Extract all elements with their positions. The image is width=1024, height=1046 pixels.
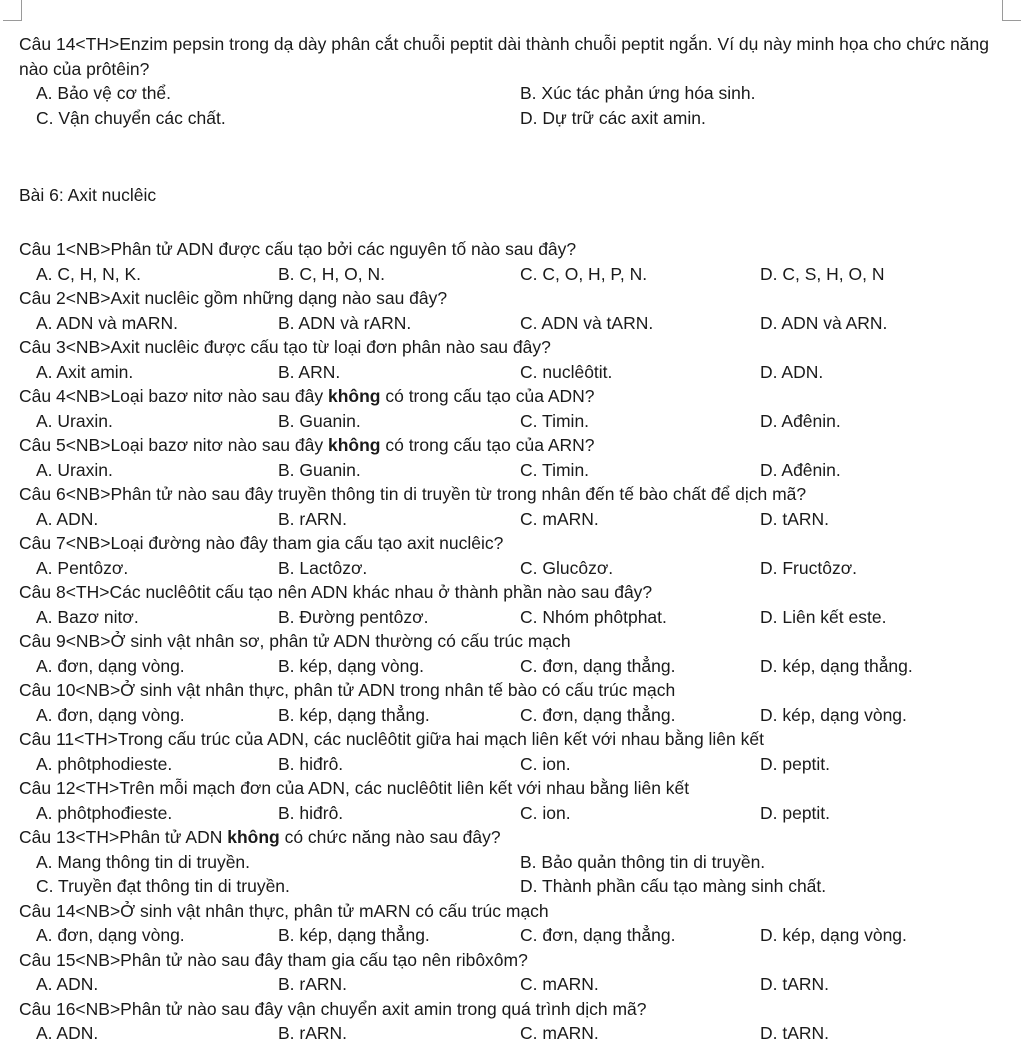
option-d: D. Fructôzơ.	[760, 557, 858, 578]
option-b: B. hiđrô.	[278, 753, 344, 774]
option-c: C. đơn, dạng thẳng.	[520, 704, 676, 725]
question-text: Câu 15<NB>Phân tử nào sau đây tham gia cấu tạo nên ribôxôm?	[19, 949, 528, 970]
question-block	[19, 286, 1009, 335]
question-text: Câu 12<TH>Trên mỗi mạch đơn của ADN, các nuclêôtit liên kết với nhau bằng liên kết	[19, 778, 690, 798]
option-c: C. Truyền đạt thông tin di truyền.	[36, 876, 290, 896]
option-d: D. peptit.	[760, 802, 831, 823]
answer-options	[19, 703, 1009, 728]
option-d: D. tARN.	[760, 974, 830, 994]
option-b: B. C, H, O, N.	[278, 263, 385, 284]
question-text: Câu 5<NB>Loại bazơ nitơ nào sau đây	[19, 435, 328, 455]
answer-options	[19, 507, 1009, 532]
option-a: A. Axit amin.	[36, 361, 134, 382]
answer-options	[19, 654, 1009, 679]
emphasis-word: không	[327, 435, 381, 455]
question-block	[19, 899, 1009, 948]
option-a: A. ADN.	[36, 974, 99, 994]
emphasis-word: không	[327, 386, 381, 406]
option-a: A. Uraxin.	[36, 410, 113, 431]
option-a: A. ADN.	[36, 1023, 99, 1043]
option-a: A. Bazơ nitơ.	[36, 606, 139, 627]
answer-options	[19, 605, 1009, 630]
answer-options	[19, 801, 1009, 826]
option-c: C. nuclêôtit.	[520, 361, 613, 382]
option-a: A. phôtphodieste.	[36, 753, 173, 774]
question-stem: Câu 14<TH>Enzim pepsin trong dạ dày phân cắt chuỗi peptit dài thành chuỗi peptit ngắn. Ví dụ này minh họa cho chức năng nào của prôtêin?	[19, 34, 990, 79]
question-text: Câu 4<NB>Loại bazơ nitơ nào sau đây	[19, 386, 328, 406]
option-c: C. ion.	[520, 753, 571, 774]
option-a: A. Mang thông tin di truyền.	[36, 851, 251, 872]
option-d: D. kép, dạng vòng.	[760, 704, 907, 725]
question-text: Câu 9<NB>Ở sinh vật nhân sơ, phân tử ADN thường có cấu trúc mạch	[19, 631, 571, 651]
question-text-tail: có trong cấu tạo của ARN?	[380, 435, 595, 455]
question-stem	[19, 237, 1009, 262]
question-block	[19, 776, 1009, 825]
question-stem	[19, 531, 1009, 556]
question-stem	[19, 286, 1009, 311]
question-14-top	[19, 32, 1009, 130]
emphasis-word: không	[227, 827, 280, 847]
option-b: B. rARN.	[278, 1023, 348, 1043]
question-text: Câu 10<NB>Ở sinh vật nhân thực, phân tử ADN trong nhân tế bào có cấu trúc mạch	[19, 680, 676, 700]
question-block	[19, 825, 1009, 899]
question-stem	[19, 335, 1009, 360]
answer-options	[19, 458, 1009, 483]
option-b: B. ADN và rARN.	[278, 312, 412, 333]
option-c: C. C, O, H, P, N.	[520, 263, 648, 284]
option-d: D. ADN.	[760, 361, 824, 382]
section-title: Bài 6: Axit nuclêic	[19, 185, 157, 205]
question-stem	[19, 678, 1009, 703]
answer-options	[19, 409, 1009, 434]
question-block	[19, 629, 1009, 678]
question-block	[19, 531, 1009, 580]
question-block	[19, 482, 1009, 531]
option-a: A. ADN và mARN.	[36, 312, 178, 333]
option-b: B. kép, dạng vòng.	[278, 655, 424, 676]
option-a: A. ADN.	[36, 508, 99, 529]
answer-options	[19, 972, 1009, 997]
option-b: B. rARN.	[278, 508, 348, 529]
question-stem	[19, 825, 1009, 850]
option-d: D. Liên kết este.	[760, 606, 887, 627]
option-c: C. mARN.	[520, 508, 599, 529]
question-text-tail: có trong cấu tạo của ADN?	[380, 386, 595, 406]
question-block	[19, 997, 1009, 1046]
option-b: B. Xúc tác phản ứng hóa sinh.	[520, 83, 756, 103]
option-c: C. Nhóm phôtphat.	[520, 606, 667, 627]
question-stem	[19, 776, 1009, 801]
question-stem	[19, 727, 1009, 752]
option-d: D. Ađênin.	[760, 410, 841, 431]
option-a: A. đơn, dạng vòng.	[36, 655, 185, 676]
question-text: Câu 11<TH>Trong cấu trúc của ADN, các nuclêôtit giữa hai mạch liên kết với nhau bằng liên kết	[19, 729, 764, 749]
option-c: C. Timin.	[520, 459, 590, 480]
option-b: B. Bảo quản thông tin di truyền.	[520, 851, 766, 872]
option-d: D. Dự trữ các axit amin.	[520, 107, 706, 128]
answer-options	[19, 311, 1009, 336]
question-stem	[19, 948, 1009, 973]
option-c: C. Timin.	[520, 410, 590, 431]
option-a: A. đơn, dạng vòng.	[36, 925, 185, 945]
option-b: B. Guanin.	[278, 410, 361, 431]
question-text: Câu 16<NB>Phân tử nào sau đây vận chuyển axit amin trong quá trình dịch mã?	[19, 998, 647, 1019]
option-a: A. Pentôzơ.	[36, 557, 129, 578]
question-text: Câu 8<TH>Các nuclêôtit cấu tạo nên ADN khác nhau ở thành phần nào sau đây?	[19, 582, 653, 602]
question-block	[19, 678, 1009, 727]
option-d: D. peptit.	[760, 753, 831, 774]
option-c: C. đơn, dạng thẳng.	[520, 925, 676, 945]
option-b: B. kép, dạng thẳng.	[278, 704, 430, 725]
question-text: Câu 13<TH>Phân tử ADN	[19, 827, 228, 847]
option-d: D. Ađênin.	[760, 459, 841, 480]
question-stem	[19, 482, 1009, 507]
option-c: C. Vận chuyển các chất.	[36, 107, 226, 128]
option-b: B. Guanin.	[278, 459, 361, 480]
question-block	[19, 384, 1009, 433]
question-list	[19, 237, 1009, 1046]
option-b: B. Lactôzơ.	[278, 557, 368, 578]
option-d: D. Thành phần cấu tạo màng sinh chất.	[520, 876, 827, 896]
option-b: B. kép, dạng thẳng.	[278, 925, 430, 945]
option-d: D. kép, dạng thẳng.	[760, 655, 913, 676]
question-block	[19, 433, 1009, 482]
option-d: D. C, S, H, O, N	[760, 263, 885, 284]
page-corner-mark-left	[3, 0, 22, 21]
option-b: B. ARN.	[278, 361, 341, 382]
option-c: C. mARN.	[520, 974, 599, 994]
answer-options	[19, 556, 1009, 581]
answer-options	[19, 262, 1009, 287]
question-stem	[19, 580, 1009, 605]
option-d: D. tARN.	[760, 1023, 830, 1043]
question-text: Câu 14<NB>Ở sinh vật nhân thực, phân tử mARN có cấu trúc mạch	[19, 900, 549, 921]
question-block	[19, 237, 1009, 286]
option-c: C. mARN.	[520, 1023, 599, 1043]
answer-options	[19, 850, 1009, 899]
answer-options	[19, 81, 1009, 130]
question-text: Câu 7<NB>Loại đường nào đây tham gia cấu tạo axit nuclêic?	[19, 533, 504, 553]
question-text: Câu 1<NB>Phân tử ADN được cấu tạo bởi các nguyên tố nào sau đây?	[19, 239, 577, 259]
option-c: C. Glucôzơ.	[520, 557, 614, 578]
question-text: Câu 6<NB>Phân tử nào sau đây truyền thông tin di truyền từ trong nhân đến tế bào chất để dịch mã?	[19, 484, 807, 504]
option-d: D. tARN.	[760, 508, 830, 529]
question-stem	[19, 384, 1009, 409]
question-stem	[19, 899, 1009, 924]
option-d: D. ADN và ARN.	[760, 312, 888, 333]
option-b: B. rARN.	[278, 974, 348, 994]
question-stem	[19, 629, 1009, 654]
option-c: C. ion.	[520, 802, 571, 823]
question-block	[19, 727, 1009, 776]
answer-options	[19, 923, 1009, 948]
question-text: Câu 3<NB>Axit nuclêic được cấu tạo từ loại đơn phân nào sau đây?	[19, 337, 551, 357]
answer-options	[19, 1021, 1009, 1046]
question-block	[19, 948, 1009, 997]
answer-options	[19, 752, 1009, 777]
option-a: A. Uraxin.	[36, 459, 113, 480]
option-a: A. Bảo vệ cơ thể.	[36, 83, 172, 103]
option-a: A. đơn, dạng vòng.	[36, 704, 185, 725]
question-block	[19, 580, 1009, 629]
answer-options	[19, 360, 1009, 385]
page-corner-mark-right	[1002, 0, 1021, 21]
option-a: A. phôtphođieste.	[36, 802, 173, 823]
question-text: Câu 2<NB>Axit nuclêic gồm những dạng nào sau đây?	[19, 288, 448, 308]
option-a: A. C, H, N, K.	[36, 263, 142, 284]
option-b: B. Đường pentôzơ.	[278, 606, 429, 627]
option-c: C. ADN và tARN.	[520, 312, 654, 333]
question-text-tail: có chức năng nào sau đây?	[279, 827, 501, 847]
question-block	[19, 335, 1009, 384]
option-b: B. hiđrô.	[278, 802, 344, 823]
question-stem	[19, 433, 1009, 458]
option-d: D. kép, dạng vòng.	[760, 925, 907, 945]
document-page	[19, 32, 1009, 1046]
option-c: C. đơn, dạng thẳng.	[520, 655, 676, 676]
question-stem	[19, 997, 1009, 1022]
